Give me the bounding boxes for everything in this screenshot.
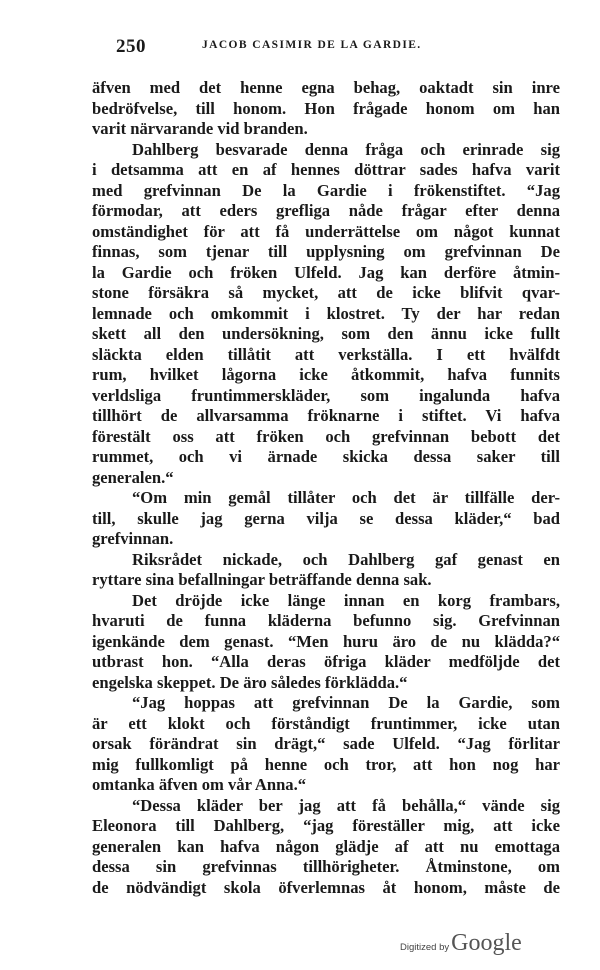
text-line: de nödvändigt skola öfverlemnas åt honom, måste de — [92, 877, 560, 897]
text-line: hvaruti de funna kläderna befunno sig. Grefvinnan — [92, 611, 560, 630]
text-line: Det dröjde icke länge innan en korg frambars, — [132, 590, 560, 610]
text-line: är ett klokt och förståndigt fruntimmer, icke utan — [92, 713, 560, 733]
text-line: rummet, och vi ärnade skicka dessa saker till — [92, 447, 560, 466]
page-number: 250 — [116, 36, 146, 57]
text-line: ryttare sina befallningar beträffande denna sak. — [92, 570, 432, 589]
google-logo: Google — [451, 930, 522, 956]
text-line: generalen kan hafva någon glädje af att nu emottaga — [92, 836, 560, 856]
text-line: mig fullkomligt på henne och tror, att hon nog har — [92, 754, 560, 774]
text-line: omtanka äfven om vår Anna.“ — [92, 775, 307, 794]
text-line: verldsliga fruntimmerskläder, som ingalunda hafva — [92, 385, 560, 405]
digitized-label: Digitized by — [400, 942, 450, 953]
text-line: äfven med det henne egna behag, oaktadt sin inre — [92, 78, 560, 97]
text-line: till, skulle jag gerna vilja se dessa kläder,“ bad — [92, 508, 560, 528]
text-line: förestält oss att fröken och grefvinnan bebott det — [92, 426, 560, 446]
text-line: stone försäkra så mycket, att de icke blifvit qvar- — [92, 283, 560, 302]
page-header — [116, 36, 508, 58]
text-line: lemnade och omkommit i klostret. Ty der har redan — [92, 303, 560, 323]
text-line: grefvinnan. — [92, 529, 174, 548]
text-line: dessa sin grefvinnas tillhörigheter. Åtminstone, om — [92, 857, 560, 876]
text-line: varit närvarande vid branden. — [92, 119, 308, 138]
text-line: utbrast hon. “Alla deras öfriga kläder medföljde det — [92, 652, 560, 671]
text-line: Eleonora till Dahlberg, “jag föreställer mig, att icke — [92, 816, 560, 835]
text-line: engelska skeppet. De äro således förklädda.“ — [92, 672, 408, 692]
text-line: Riksrådet nickade, och Dahlberg gaf genast en — [132, 549, 560, 569]
text-line: orsak förändrat sin drägt,“ sade Ulfeld. “Jag förlitar — [92, 734, 560, 753]
text-line: förmodar, att eders grefliga nåde frågar efter denna — [92, 201, 560, 220]
text-line: “Dessa kläder ber jag att få behålla,“ vände sig — [132, 795, 560, 815]
text-line: bedröfvelse, till honom. Hon frågade honom om han — [92, 98, 560, 118]
text-line: släckta elden tillåtit att verkställa. I ett hvälfdt — [92, 344, 560, 364]
body-text — [92, 78, 560, 898]
text-line: “Jag hoppas att grefvinnan De la Gardie, som — [132, 693, 560, 712]
text-line: tillhört de allvarsamma fröknarne i stiftet. Vi hafva — [92, 406, 560, 425]
text-line: omständighet för att få underrättelse om något kunnat — [92, 221, 560, 241]
text-line: i detsamma att en af hennes döttrar sades hafva varit — [92, 160, 560, 179]
text-line: generalen.“ — [92, 467, 174, 487]
text-line: “Om min gemål tillåter och det är tillfälle der- — [132, 488, 560, 507]
text-line: finnas, som tjenar till upplysning om grefvinnan De — [92, 242, 560, 261]
text-line: skett all den undersökning, som den ännu icke fullt — [92, 324, 560, 343]
digitized-by-watermark — [400, 930, 522, 957]
text-line: la Gardie och fröken Ulfeld. Jag kan derföre åtmin- — [92, 262, 560, 282]
running-title: JACOB CASIMIR DE LA GARDIE. — [202, 39, 422, 51]
text-line: med grefvinnan De la Gardie i frökenstiftet. “Jag — [92, 180, 560, 200]
text-line: igenkände dem genast. “Men huru äro de nu klädda?“ — [92, 631, 560, 651]
text-line: rum, hvilket lågorna icke åtkommit, hafva funnits — [92, 365, 560, 384]
text-line: Dahlberg besvarade denna fråga och erinrade sig — [132, 139, 560, 159]
